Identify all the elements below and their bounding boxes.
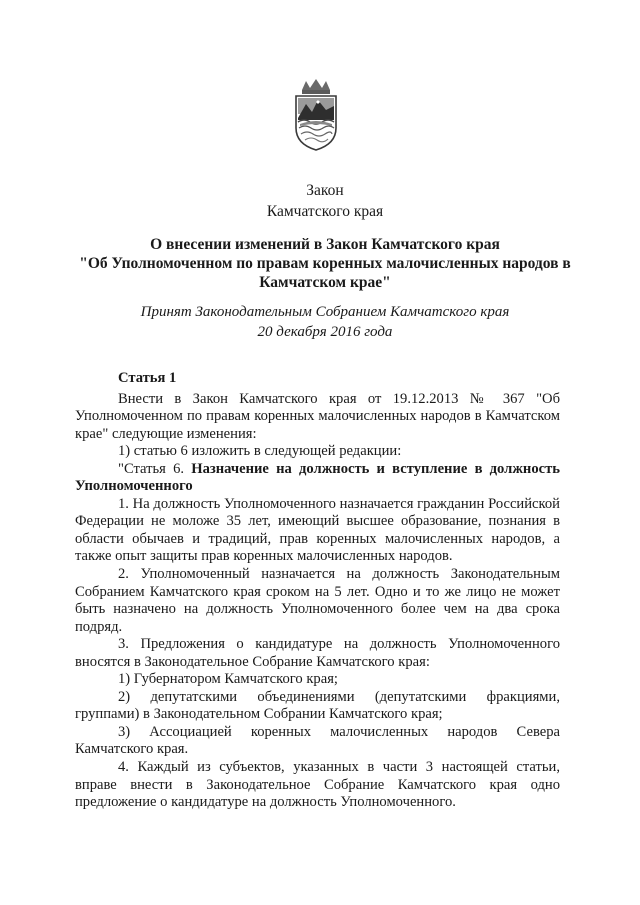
adoption-note [60, 302, 590, 342]
paragraph-4: 4. Каждый из субъектов, указанных в части 3 настоящей статьи, вправе внести в Законодательное Собрание Камчатского края одно предложение о кандидатуре на должность Уполномоченного. [75, 759, 560, 811]
new-article-title: Назначение на должность и вступление в должность Уполномоченного [75, 460, 560, 495]
new-article-prefix: "Статья 6. [118, 460, 192, 477]
article-item-1: 1) статью 6 изложить в следующей редакции: [118, 443, 402, 460]
kamchatka-coat-of-arms-icon [290, 78, 342, 152]
paragraph-3-item-3: 3) Ассоциацией коренных малочисленных народов Севера Камчатского края. [75, 723, 560, 758]
law-subject [60, 235, 590, 292]
paragraph-3-item-1: 1) Губернатором Камчатского края; [118, 671, 338, 688]
paragraph-3-item-2: 2) депутатскими объединениями (депутатскими фракциями, группами) в Законодательном Собрании Камчатского края; [75, 688, 560, 723]
paragraph-3: 3. Предложения о кандидатуре на должность Уполномоченного вносятся в Законодательное Собрание Камчатского края: [75, 636, 560, 670]
law-title [60, 180, 590, 222]
adoption-date: 20 декабря 2016 года [257, 324, 393, 340]
new-article-heading [75, 461, 560, 496]
article-heading: Статья 1 [118, 370, 177, 386]
article-body [75, 370, 560, 812]
article-intro: Внести в Закон Камчатского края от 19.12.2013 № 367 "Об Уполномоченном по правам коренных малочисленных народов в Камчатском крае" следующие изменения: [75, 390, 560, 442]
paragraph-1: 1. На должность Уполномоченного назначается гражданин Российской Федерации не моложе 35 лет, имеющий высшее образование, познания в области обычаев и традиций, прав коренных малочисленных народов, а также опыт защиты прав коренных малочисленных народов. [75, 495, 560, 565]
law-subject-line-1: О внесении изменений в Закон Камчатского края [150, 236, 500, 253]
paragraph-2: 2. Уполномоченный назначается на должность Законодательным Собранием Камчатского края сроком на 5 лет. Одно и то же лицо не может быть назначено на должность Уполномоченного более чем на два срока подряд. [75, 566, 560, 635]
law-word: Закон [306, 182, 344, 199]
adoption-body: Принят Законодательным Собранием Камчатского края [140, 304, 510, 320]
law-subject-line-2: "Об Уполномоченном по правам коренных малочисленных народов в Камчатском крае" [79, 255, 571, 291]
law-region: Камчатского края [266, 203, 384, 220]
